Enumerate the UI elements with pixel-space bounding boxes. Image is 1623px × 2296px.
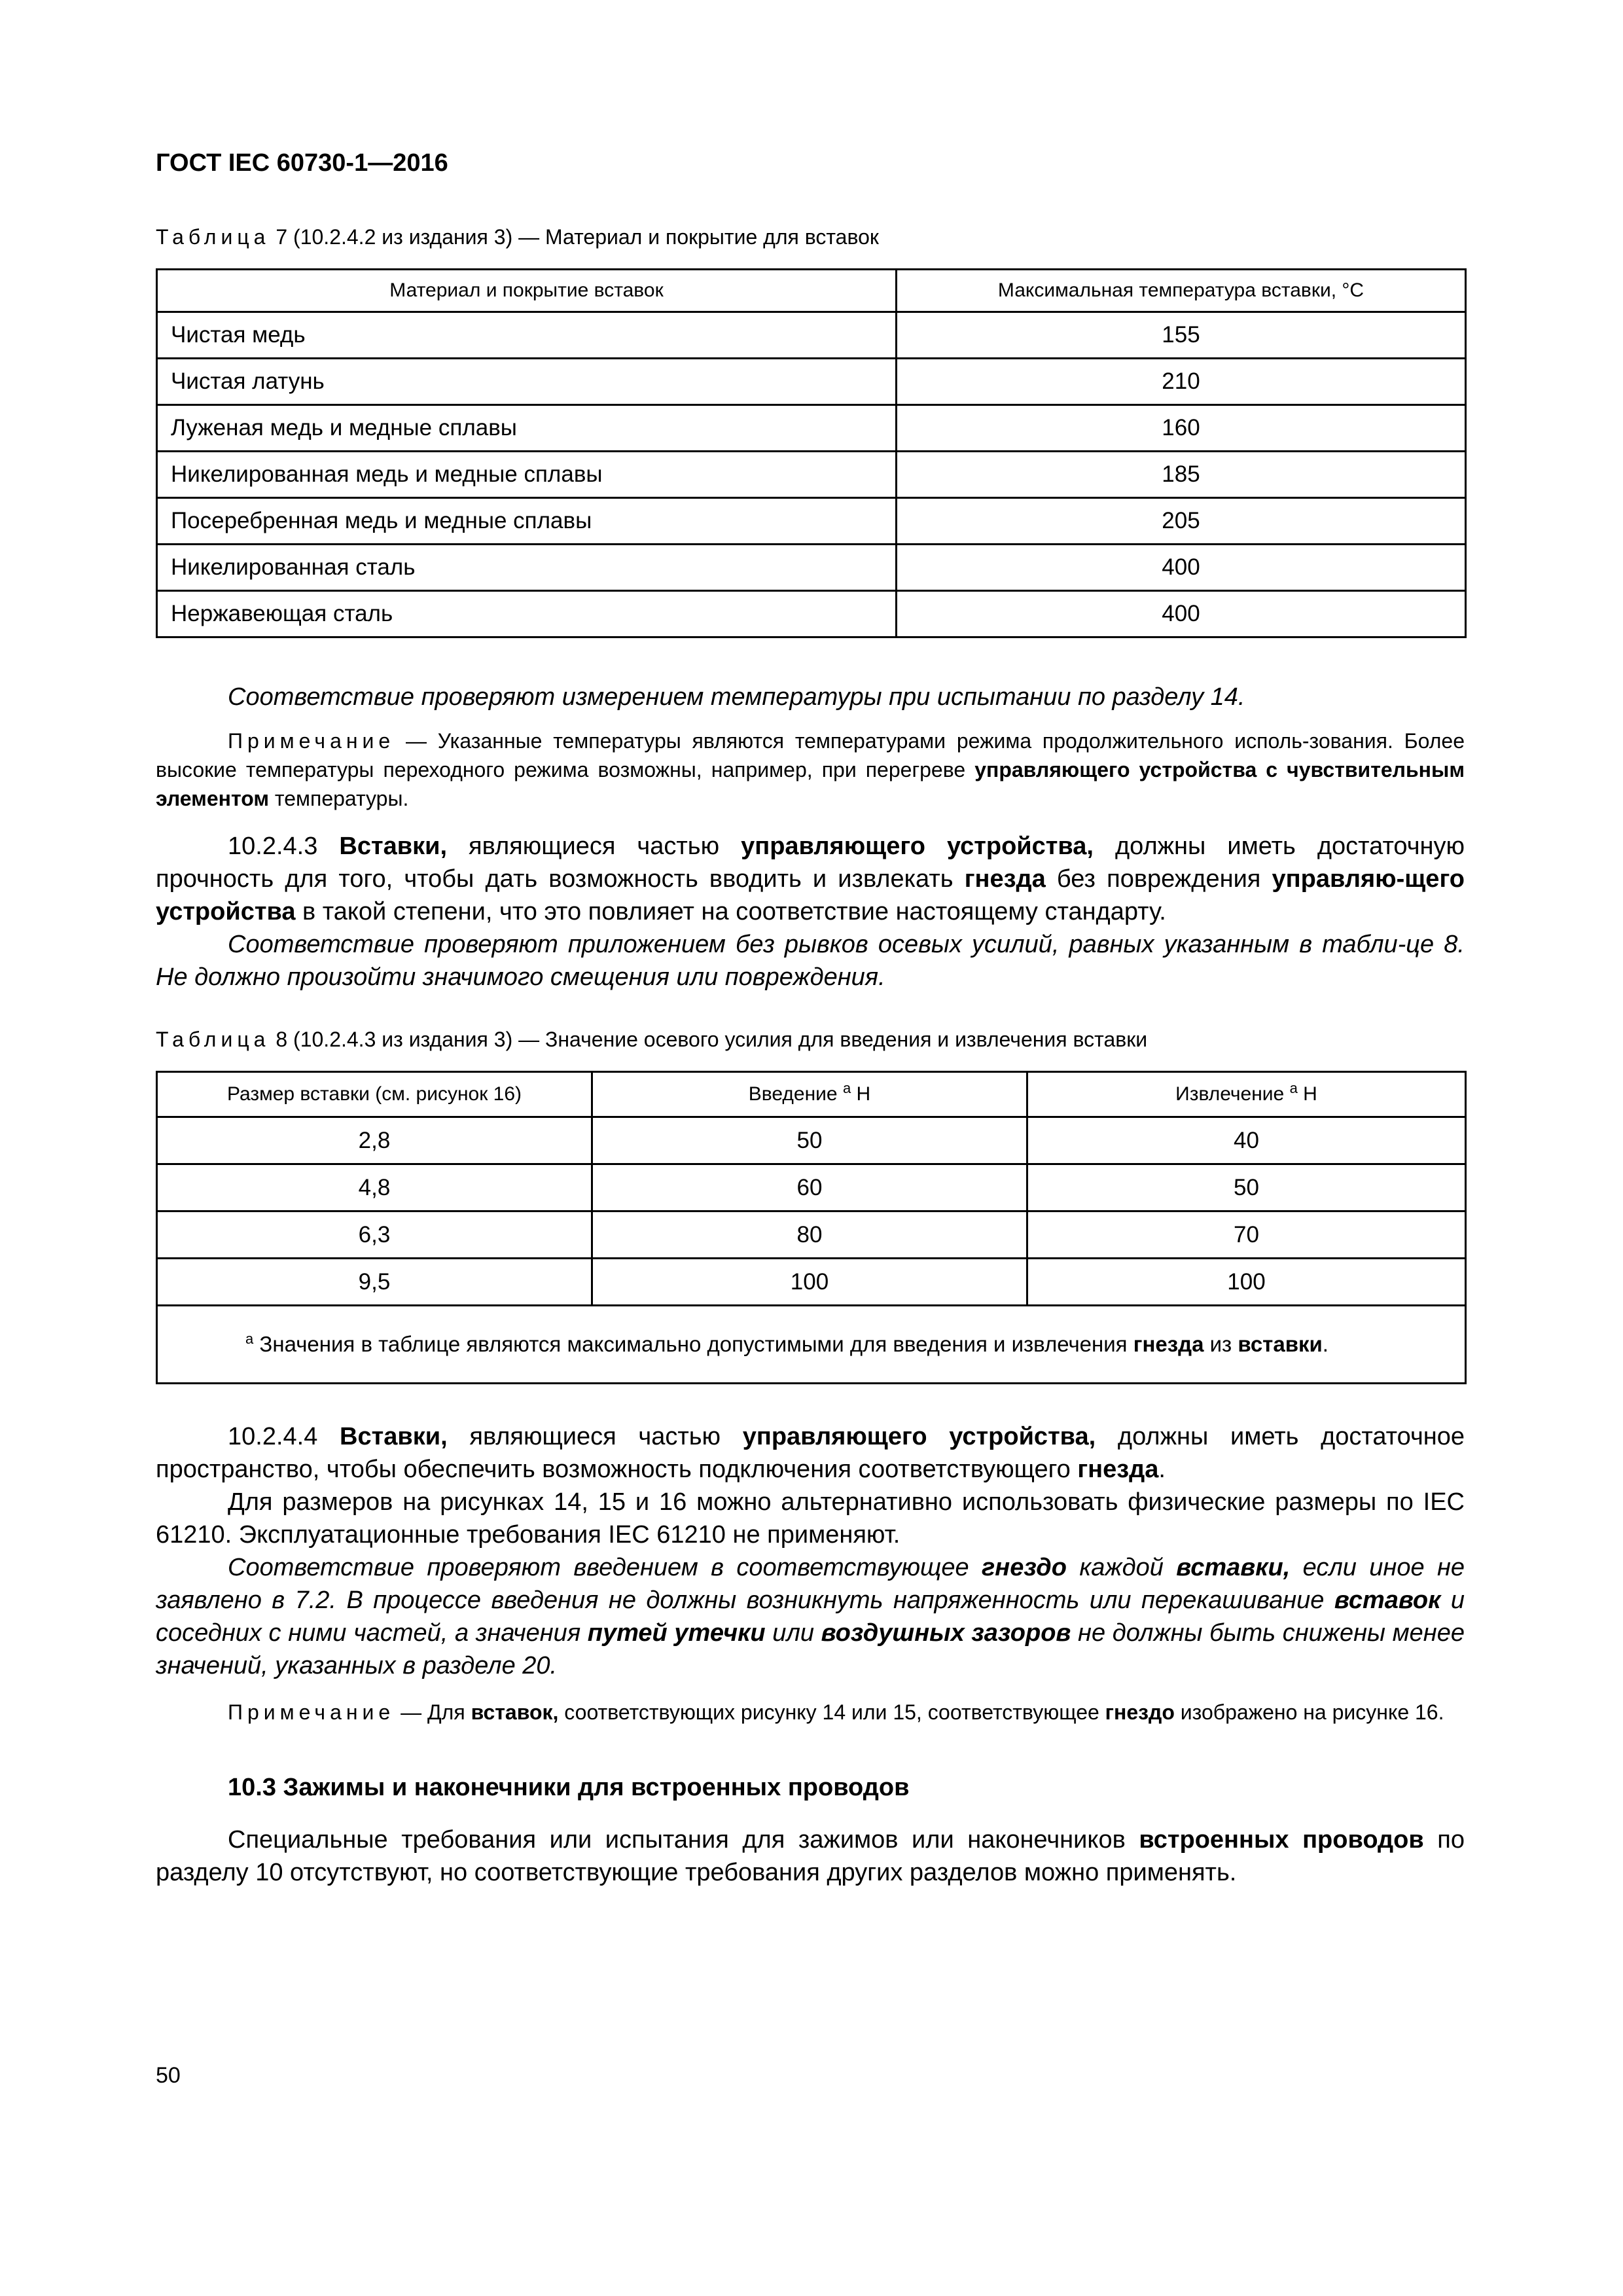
temperature-cell: 185 <box>897 452 1466 498</box>
table-row <box>157 452 1466 498</box>
table8-header-size: Размер вставки (см. рисунок 16) <box>157 1072 592 1117</box>
footnote-marker: a <box>1289 1080 1298 1096</box>
table8-footnote: $^a$ Значения в таблице являются максимально допустимыми для введения и извлечения гнезда из вставки. <box>157 1306 1466 1384</box>
insertion-cell: 60 <box>592 1164 1027 1211</box>
document-header: ГОСТ IEC 60730-1—2016 <box>156 149 448 177</box>
table-row <box>157 405 1466 452</box>
section-10-3-text: Специальные требования или испытания для зажимов или наконечников встроенных проводов по разделу 10 отсутствуют, но соответствующие требования других разделов можно применять. <box>156 1826 1465 1886</box>
table-row <box>157 591 1466 637</box>
table8 <box>156 1071 1467 1384</box>
temperature-cell: 155 <box>897 312 1466 359</box>
temperature-cell: 160 <box>897 405 1466 452</box>
note-label: Примечание <box>228 729 395 753</box>
table8-caption-word: Таблица <box>156 1028 270 1051</box>
temperature-cell: 210 <box>897 359 1466 405</box>
table-row <box>157 359 1466 405</box>
table-row <box>157 1117 1466 1164</box>
size-cell: 2,8 <box>157 1117 592 1164</box>
compliance-check-insertion: Соответствие проверяют введением в соответствующее гнездо каждой вставки, если иное не заявлено в 7.2. В процессе введения не должны возникнуть напряженность или перекашивание вставок и соседних с ними частей, а значения путей утечки или воздушных зазоров не должны быть снижены менее значений, указанных в разделе 20. <box>156 1554 1465 1679</box>
material-cell: Чистая медь <box>157 312 897 359</box>
size-cell: 6,3 <box>157 1211 592 1259</box>
table7-header-row <box>157 270 1466 312</box>
size-cell: 4,8 <box>157 1164 592 1211</box>
withdrawal-cell: 70 <box>1027 1211 1466 1259</box>
withdrawal-cell: 40 <box>1027 1117 1466 1164</box>
table8-header-withdrawal: Извлечение $^a$ Н <box>1027 1072 1466 1117</box>
note-temperatures: Примечание — Указанные температуры являются температурами режима продолжительного исполь-зования. Более высокие температуры переходного режима возможны, например, при перегреве управляющего устройства с чувствительным элементом температуры. <box>156 729 1465 810</box>
table-row <box>157 312 1466 359</box>
note-label: Примечание <box>228 1700 395 1724</box>
temperature-cell: 400 <box>897 591 1466 637</box>
material-cell: Никелированная медь и медные сплавы <box>157 452 897 498</box>
table7-caption-word: Таблица <box>156 225 270 249</box>
insertion-cell: 100 <box>592 1259 1027 1306</box>
table7-caption <box>156 225 879 249</box>
clause-10-2-4-4-dimensions: Для размеров на рисунках 14, 15 и 16 можно альтернативно использовать физические размеры по IEC 61210. Эксплуатационные требования IEC 61210 не применяют. <box>156 1488 1465 1549</box>
table8-caption-text: 8 (10.2.4.3 из издания 3) — Значение осевого усилия для введения и извлечения вставки <box>270 1028 1148 1051</box>
table8-footnote-row <box>157 1306 1466 1384</box>
table8-header-row <box>157 1072 1466 1117</box>
footnote-marker: a <box>245 1331 254 1347</box>
material-cell: Нержавеющая сталь <box>157 591 897 637</box>
withdrawal-cell: 50 <box>1027 1164 1466 1211</box>
material-cell: Чистая латунь <box>157 359 897 405</box>
table8-header-insertion: Введение $^a$ Н <box>592 1072 1027 1117</box>
material-cell: Луженая медь и медные сплавы <box>157 405 897 452</box>
table7-caption-text: 7 (10.2.4.2 из издания 3) — Материал и покрытие для вставок <box>270 225 879 249</box>
table-row <box>157 498 1466 545</box>
page-number: 50 <box>156 2063 181 2088</box>
withdrawal-cell: 100 <box>1027 1259 1466 1306</box>
insertion-cell: 50 <box>592 1117 1027 1164</box>
table-row <box>157 1259 1466 1306</box>
compliance-check-temperature: Соответствие проверяют измерением температуры при испытании по разделу 14. <box>228 683 1245 711</box>
note-receptacle: Примечание — Для вставок, соответствующих рисунку 14 или 15, соответствующее гнездо изображено на рисунке 16. <box>228 1700 1444 1724</box>
section-10-3-title: 10.3 Зажимы и наконечники для встроенных проводов <box>228 1774 910 1801</box>
temperature-cell: 400 <box>897 545 1466 591</box>
footnote-marker: a <box>842 1080 851 1096</box>
temperature-cell: 205 <box>897 498 1466 545</box>
clause-10-2-4-3: 10.2.4.3 Вставки, являющиеся частью управляющего устройства, должны иметь достаточную прочность для того, чтобы дать возможность вводить и извлекать гнезда без повреждения управляю-щего устройства в такой степени, что это повлияет на соответствие настоящему стандарту. <box>156 833 1465 925</box>
material-cell: Никелированная сталь <box>157 545 897 591</box>
table-row <box>157 1164 1466 1211</box>
table7 <box>156 268 1467 638</box>
insertion-cell: 80 <box>592 1211 1027 1259</box>
table7-header-material: Материал и покрытие вставок <box>157 270 897 312</box>
table-row <box>157 545 1466 591</box>
table8-caption <box>156 1028 1147 1052</box>
compliance-check-axial-force: Соответствие проверяют приложением без рывков осевых усилий, равных указанным в табли-це 8. Не должно произойти значимого смещения или повреждения. <box>156 931 1465 991</box>
material-cell: Посеребренная медь и медные сплавы <box>157 498 897 545</box>
table-row <box>157 1211 1466 1259</box>
table7-header-temperature: Максимальная температура вставки, °С <box>897 270 1466 312</box>
size-cell: 9,5 <box>157 1259 592 1306</box>
clause-10-2-4-4: 10.2.4.4 Вставки, являющиеся частью управляющего устройства, должны иметь достаточное пространство, чтобы обеспечить возможность подключения соответствующего гнезда. <box>156 1423 1465 1483</box>
